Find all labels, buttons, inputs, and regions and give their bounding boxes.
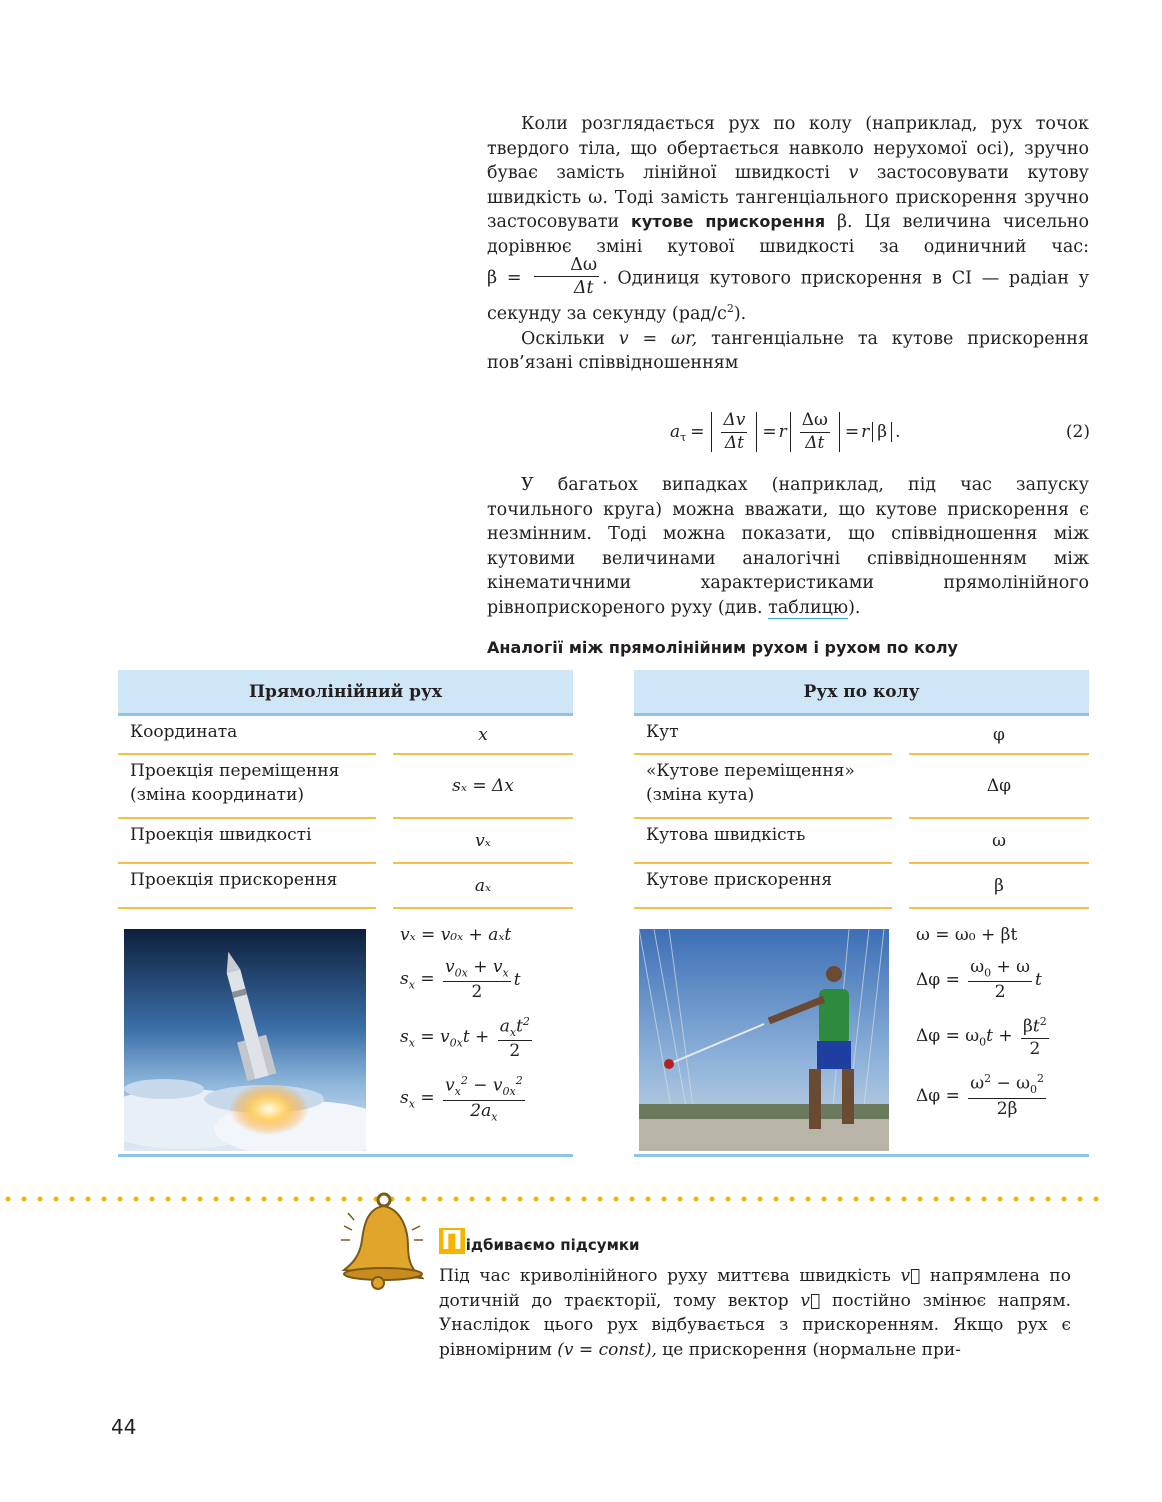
vector-v-2: v⃗ — [800, 1290, 821, 1311]
summary-initial: П — [441, 1226, 463, 1256]
term-angular-acceleration: кутове прискорення — [630, 212, 826, 232]
p2-text-a: Оскільки — [521, 328, 605, 349]
eq-frac-1 — [721, 409, 747, 453]
p1-after: . Одиниця кутового прискорення в СІ — радіан у секунду за секунду (рад/с — [487, 267, 1089, 325]
table-row — [118, 755, 573, 819]
formula-displacement-acc: $s_x = v_{0x}t$ + — [400, 1027, 495, 1050]
value-text: aₓ — [474, 875, 492, 896]
table-row — [118, 819, 573, 864]
summary-text — [439, 1264, 1071, 1362]
paragraph-3 — [487, 473, 1089, 621]
row-value-velocity — [393, 819, 573, 864]
eq-abs-2 — [790, 409, 840, 453]
p1-tail: β. Ця величина чисельно дорівнює зміні кутової швидкості за одиничний час: — [487, 212, 1089, 257]
p1-text-mid: застосовувати кутову швидкість ω. Тоді замість тангенціального прискорення зручно застосовувати — [487, 163, 1089, 233]
formula-displacement-avg: $s_x$ = — [400, 969, 441, 992]
value-text: vₓ — [475, 830, 491, 851]
formula-angle-vel: Δφ = — [916, 1085, 966, 1106]
p2-text-b: тангенціальне та кутове прискорення пов’язані співвідношенням — [487, 328, 1089, 374]
linear-formulas: vₓ = v₀ₓ + aₓt $s_x$ = $\frac{v_{0x} + v_x}{2}$ t $s_x = v_{0x}t$ + $\frac{a_xt^2}{2}$ $s_x$ = $\frac{v_x^2 - v_{0x}^2}{2a_x}$ — [400, 925, 530, 1124]
eq-r: r — [778, 422, 787, 442]
bell-icon — [338, 1190, 424, 1294]
row-value-angular-displacement: Δφ — [909, 755, 1089, 819]
formula-frac: $\frac{\omega^2 - \omega_0^2}{2\beta}$ — [970, 1072, 1045, 1119]
const-formula: (v = const), — [557, 1339, 657, 1360]
table-row — [634, 819, 1089, 864]
row-value-angle: φ — [909, 716, 1089, 755]
table-link[interactable]: таблицю — [768, 597, 849, 618]
linear-motion-table — [118, 670, 573, 1157]
eq-equals-2: = — [762, 422, 777, 442]
formula-angular-velocity: ω = ω₀ + βt — [916, 925, 1018, 945]
beta-fraction-den: Δt — [573, 277, 594, 298]
formula-angle-avg: Δφ = — [916, 970, 966, 991]
linear-table-header: Прямолінійний рух — [118, 670, 573, 716]
page-number: 44 — [111, 1415, 137, 1439]
eq-frac-2 — [800, 409, 830, 453]
row-value-acceleration — [393, 864, 573, 909]
hammer-throw-photo — [639, 929, 889, 1151]
row-value-angular-acceleration: β — [909, 864, 1089, 909]
circular-bottom — [634, 909, 1089, 1157]
formula-frac: $\frac{\omega_0 + \omega}{2}$ — [970, 957, 1031, 1002]
eq-frac-2-num: Δω — [800, 412, 830, 433]
equation-2: a $_\tau$ = $\frac{\Delta v}{\Delta t}$ = r $\frac{\Delta\omega}{\Delta t}$ = r β . (2) — [670, 409, 1090, 453]
summary-text-3: постійно змінює напрям. Унаслідок цього рух відбувається з прискоренням. Якщо рух є рівномірним — [439, 1290, 1071, 1360]
row-value-angular-velocity: ω — [909, 819, 1089, 864]
paragraph-1 — [487, 112, 1089, 376]
formula-frac: $\frac{a_xt^2}{2}$ — [499, 1014, 530, 1062]
eq-frac-1-den: Δt — [724, 432, 744, 453]
eq-abs-beta — [872, 422, 892, 442]
beta-fraction — [534, 256, 599, 298]
eq-lhs: a — [670, 422, 681, 442]
formula-frac: $\frac{v_{0x} + v_x}{2}$ — [445, 957, 509, 1002]
table-row — [118, 716, 573, 755]
row-label-displacement: Проекція переміщення (зміна координати) — [118, 755, 376, 819]
beta-fraction-num: Δω — [534, 256, 599, 277]
equation-number: (2) — [1065, 422, 1090, 442]
row-label-angle: Кут — [634, 716, 892, 755]
table-row — [634, 755, 1089, 819]
eq-frac-2-den: Δt — [805, 432, 825, 453]
summary-title: ідбиваємо підсумки — [465, 1236, 640, 1254]
p1-v-symbol: v — [848, 163, 859, 184]
circular-motion-table — [634, 670, 1089, 1157]
p3-text: У багатьох випадках (наприклад, під час запуску точильного круга) можна вважати, що кутове прискорення є незмінним. Тоді можна показати, що співвідношення між кутовими величинами аналогічні співвідношенням між кінематичними характеристиками прямолінійного рівноприскореного руху (див. — [487, 475, 1089, 618]
table-title: Аналогії між прямолінійним рухом і рухом по колу — [487, 638, 958, 657]
p1-end: ). — [733, 304, 747, 325]
value-text: sₓ = Δx — [452, 776, 514, 796]
summary-text-1: Під час криволінійного руху миттєва швидкість — [439, 1266, 891, 1286]
eq-abs-1 — [711, 409, 757, 453]
table-row — [634, 864, 1089, 909]
vector-v: v⃗ — [900, 1266, 921, 1286]
formula-velocity: vₓ = v₀ₓ + aₓt — [400, 925, 512, 945]
p1-sup: 2 — [726, 302, 734, 316]
table-row — [634, 716, 1089, 755]
eq-equals: = — [690, 422, 705, 442]
circular-table-header: Рух по колу — [634, 670, 1089, 716]
p3-end: ). — [848, 597, 861, 618]
row-value-displacement — [393, 755, 573, 819]
eq-r-2: r — [861, 422, 870, 442]
formula-angle-acc: $\Delta\varphi = \omega_0t$ + — [916, 1026, 1019, 1049]
value-text: x — [478, 724, 488, 745]
linear-bottom — [118, 909, 573, 1157]
eq-frac-1-num: Δv — [721, 412, 747, 433]
row-value-coordinate — [393, 716, 573, 755]
row-label-angular-velocity: Кутова швидкість — [634, 819, 892, 864]
eq-lhs-sub: τ — [680, 430, 687, 444]
summary-text-2: напрямлена по дотичній до траєкторії, тому вектор — [439, 1266, 1072, 1311]
row-label-velocity: Проекція швидкості — [118, 819, 376, 864]
row-label-angular-acceleration: Кутове прискорення — [634, 864, 892, 909]
eq-equals-3: = — [844, 422, 860, 442]
eq-beta: β — [877, 422, 888, 442]
summary-text-4: це прискорення (нормальне при- — [662, 1339, 961, 1360]
rocket-photo — [124, 929, 366, 1151]
formula-frac: $\frac{v_x^2 - v_{0x}^2}{2a_x}$ — [445, 1074, 523, 1124]
summary-heading — [439, 1228, 640, 1254]
row-label-acceleration: Проекція прискорення — [118, 864, 376, 909]
table-row — [118, 864, 573, 909]
p2-formula: v = ωr, — [618, 328, 698, 349]
circular-formulas: ω = ω₀ + βt Δφ = $\frac{\omega_0 + \omega}{2}$ t $\Delta\varphi = \omega_0t$ + $\frac{\beta t^2}{2}$ Δφ = $\frac{\omega^2 - \omega_0^2}{2\beta}$ — [916, 925, 1047, 1119]
formula-displacement-vel: $s_x$ = — [400, 1087, 441, 1111]
formula-frac: $\frac{\beta t^2}{2}$ — [1023, 1014, 1047, 1060]
beta-formula-lhs: β = — [487, 267, 522, 288]
row-label-angular-displacement: «Кутове переміщення» (зміна кута) — [634, 755, 892, 819]
dotted-separator — [0, 1194, 1100, 1204]
p1-text: Коли розглядається рух по колу (наприклад, рух точок твердого тіла, що обертається навколо нерухомої осі), зручно буває замість лінійної швидкості — [487, 114, 1089, 184]
row-label-coordinate: Координата — [118, 716, 376, 755]
